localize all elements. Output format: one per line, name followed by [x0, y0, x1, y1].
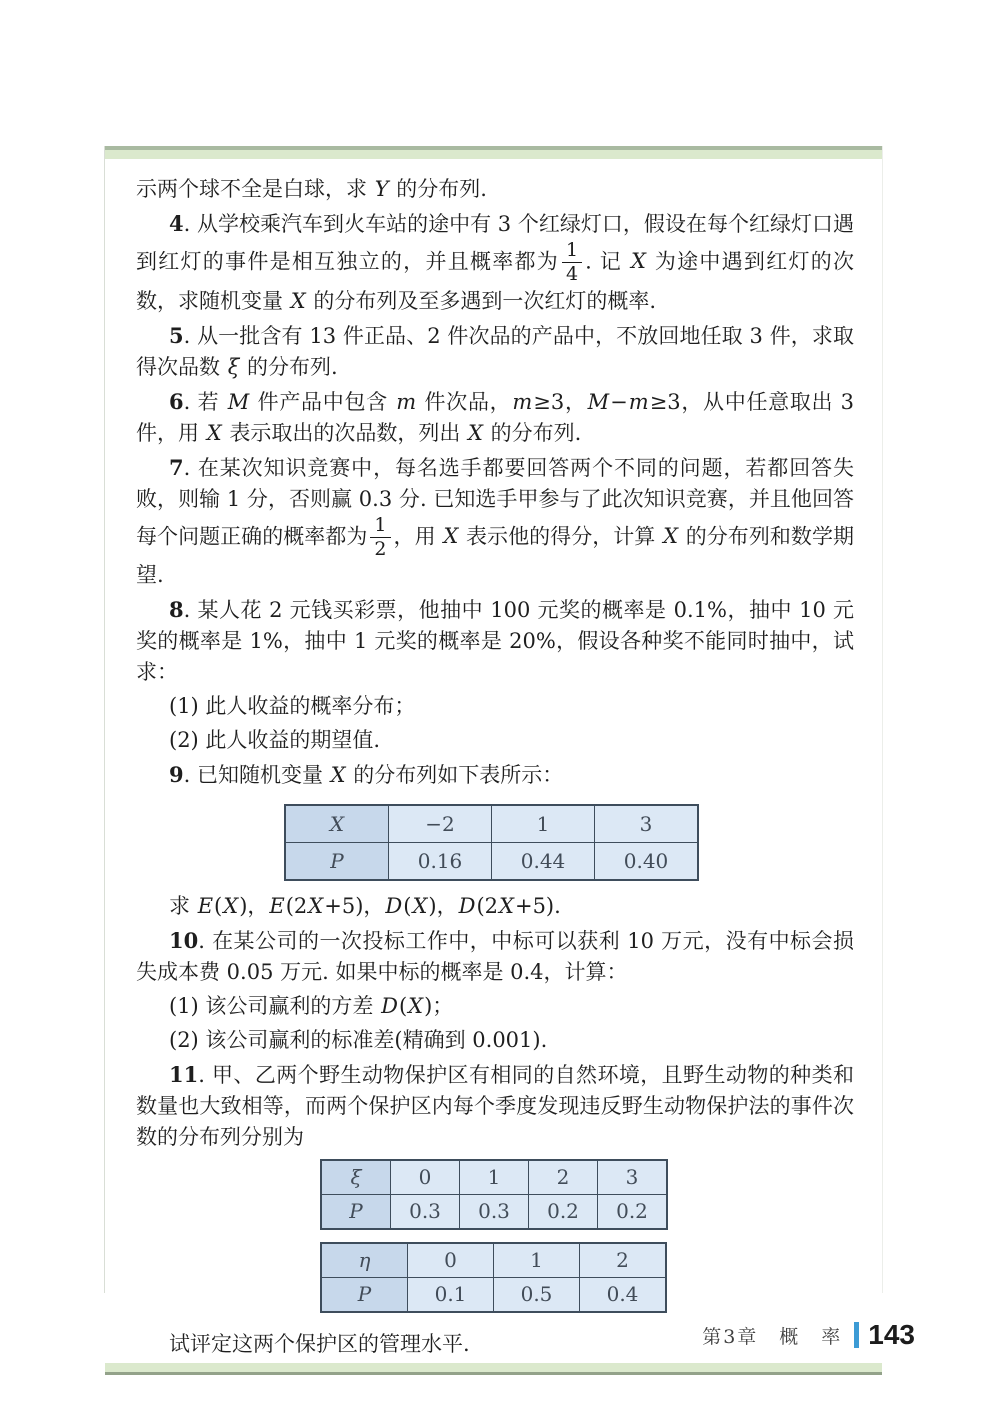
problem-number: 11 [169, 1062, 199, 1088]
value-cell: 0.4 [580, 1278, 667, 1313]
problem-8-item-2 [136, 725, 854, 756]
problem-number: 4 [169, 211, 184, 236]
math-variable: X [468, 420, 483, 445]
math-variable: X [206, 420, 222, 445]
text-run: . 若 [183, 389, 227, 414]
math-variable: m [628, 389, 649, 414]
text-run: 求 [169, 894, 197, 919]
text-run: . 某人花 2 元钱买彩票，他抽中 100 元奖的概率是 0.1%，抽中 10 元奖的概率是 1%，抽中 1 元奖的概率是 20%，假设各种奖不能同时抽中，试求： [136, 598, 854, 685]
math-variable: X [412, 894, 428, 919]
math-variable: X [290, 288, 306, 313]
text-run: (2) 此人收益的期望值. [169, 728, 381, 753]
text-run: 的分布列如下表所示： [346, 763, 564, 788]
fraction-denominator: 2 [374, 537, 387, 560]
fraction-numerator: 1 [562, 240, 582, 263]
top-green-divider [105, 146, 882, 159]
problem-number: 9 [169, 762, 184, 788]
text-run: )， [428, 894, 458, 919]
value-cell: 0.44 [492, 843, 595, 881]
problem-number: 6 [169, 388, 184, 414]
fraction-denominator: 4 [566, 263, 579, 286]
table-row [321, 1243, 666, 1278]
value-cell: 2 [529, 1160, 598, 1195]
problem-4 [136, 208, 854, 317]
math-variable: E [269, 894, 285, 919]
problem-5 [136, 320, 854, 383]
text-run: 的分布列及至多遇到一次红灯的概率. [306, 288, 656, 313]
text-run: )； [424, 994, 454, 1019]
table-row [321, 1195, 667, 1230]
text-run: . 记 [585, 249, 630, 274]
problem-10-item-1 [136, 991, 854, 1022]
text-run: )， [239, 894, 269, 919]
row-header-cell: X [285, 805, 389, 843]
row-header-cell: P [285, 843, 389, 881]
text-run: +5). [514, 894, 561, 919]
text-run: ( [214, 894, 223, 919]
value-cell: 0 [391, 1160, 460, 1195]
text-run: (1) 此人收益的概率分布； [169, 694, 416, 719]
text-run: 的分布列. [389, 177, 487, 201]
math-variable: D [385, 894, 403, 919]
math-variable: D [381, 994, 398, 1019]
row-header-cell: ξ [321, 1160, 391, 1195]
math-variable: X [443, 523, 459, 548]
value-cell: 1 [494, 1243, 580, 1278]
value-cell: 0.2 [529, 1195, 598, 1230]
math-variable: ξ [227, 354, 240, 379]
fraction-numerator: 1 [370, 515, 390, 538]
problem-number: 5 [169, 322, 184, 348]
text-run: 的分布列和数学期望. [136, 523, 854, 588]
math-variable: X [499, 894, 514, 919]
value-cell: 0.2 [598, 1195, 668, 1230]
problem-9 [136, 759, 854, 791]
paragraph-continuation [136, 174, 854, 205]
problem-10-item-2 [136, 1025, 854, 1056]
problem-6 [136, 386, 854, 449]
distribution-table-x [284, 804, 699, 881]
text-run: . 已知随机变量 [183, 763, 330, 788]
text-run: 件产品中包含 [250, 389, 396, 414]
table-row [321, 1160, 667, 1195]
value-cell: 3 [598, 1160, 668, 1195]
problem-number: 8 [169, 597, 184, 623]
text-run: . 从一批含有 13 件正品、2 件次品的产品中，不放回地任取 3 件，求取得次品数 [136, 323, 854, 379]
page-number: 143 [868, 1319, 915, 1350]
text-run: − [610, 389, 628, 414]
math-variable: X [308, 894, 324, 919]
value-cell: 2 [580, 1243, 667, 1278]
math-variable: E [197, 894, 214, 919]
math-variable: M [587, 389, 610, 414]
value-cell: 0.1 [408, 1278, 494, 1313]
text-run: 示两个球不全是白球，求 [136, 177, 374, 201]
problem-9-question [136, 891, 854, 922]
fraction [370, 515, 390, 561]
text-run: . 从学校乘汽车到火车站的途中有 3 个红绿灯口，假设在每个红绿灯口遇到红灯的事件是相互独立的，并且概率都为 [136, 212, 854, 274]
problem-7 [136, 452, 854, 592]
math-variable: X [408, 994, 424, 1019]
math-variable: m [396, 389, 417, 414]
fraction [562, 240, 582, 286]
text-run: ，用 [393, 523, 443, 548]
row-header-cell: η [321, 1243, 408, 1278]
value-cell: 3 [595, 805, 699, 843]
math-variable: X [630, 249, 646, 274]
text-run: (2) 该公司赢利的标准差(精确到 0.001). [169, 1028, 548, 1053]
problem-10 [136, 925, 854, 988]
chapter-title: 第3章 概 率 [702, 1325, 843, 1348]
value-cell: 1 [492, 805, 595, 843]
value-cell: 0.3 [460, 1195, 529, 1230]
text-run: . 甲、乙两个野生动物保护区有相同的自然环境，且野生动物的种类和数量也大致相等，而两个保护区内每个季度发现违反野生动物保护法的事件次数的分布列分别为 [136, 1063, 854, 1150]
math-variable: X [223, 894, 239, 919]
math-variable: M [227, 389, 250, 414]
problem-number: 7 [169, 454, 184, 480]
problem-number: 10 [169, 928, 199, 954]
text-run: 的分布列. [240, 354, 338, 379]
value-cell: 0.3 [391, 1195, 460, 1230]
row-header-cell: P [321, 1278, 408, 1313]
text-run: ≥3，从中任意取出 3 件，用 [136, 389, 854, 445]
table-row [285, 843, 698, 881]
text-run: (2 [285, 894, 308, 919]
text-run: ( [403, 894, 412, 919]
problem-8-item-1 [136, 691, 854, 722]
table-row [285, 805, 698, 843]
table-row [321, 1278, 666, 1313]
text-run: +5)， [324, 894, 385, 919]
math-variable: X [663, 523, 679, 548]
value-cell: 1 [460, 1160, 529, 1195]
text-run: ( [398, 994, 408, 1019]
bottom-green-divider [105, 1363, 882, 1375]
value-cell: 0 [408, 1243, 494, 1278]
text-run: (2 [476, 894, 499, 919]
row-header-cell: P [321, 1195, 391, 1230]
text-run: . 在某公司的一次投标工作中，中标可以获利 10 万元，没有中标会损失成本费 0.05 万元. 如果中标的概率是 0.4，计算： [136, 929, 854, 985]
problem-8 [136, 594, 854, 688]
math-variable: X [330, 763, 346, 788]
text-run: 表示取出的次品数，列出 [222, 420, 467, 445]
text-run: 的分布列. [483, 420, 582, 445]
footer-accent-bar [854, 1322, 859, 1348]
value-cell: 0.40 [595, 843, 699, 881]
distribution-table-xi [320, 1159, 668, 1230]
text-run: . 在某次知识竞赛中，每名选手都要回答两个不同的问题，若都回答失败，则输 1 分，否则赢 0.3 分. 已知选手甲参与了此次知识竞赛，并且他回答每个问题正确的概率都为 [136, 455, 854, 548]
text-run: 表示他的得分，计算 [459, 523, 663, 548]
math-variable: m [512, 389, 533, 414]
value-cell: −2 [389, 805, 492, 843]
page-footer [702, 1318, 915, 1352]
value-cell: 0.5 [494, 1278, 580, 1313]
text-run: (1) 该公司赢利的方差 [169, 994, 381, 1019]
problem-11 [136, 1059, 854, 1153]
value-cell: 0.16 [389, 843, 492, 881]
text-run: 试评定这两个保护区的管理水平. [169, 1332, 470, 1357]
text-run: ≥3， [533, 389, 587, 414]
math-variable: Y [374, 177, 389, 201]
text-run: 件次品， [417, 389, 512, 414]
distribution-table-eta [320, 1242, 667, 1313]
exercise-text-flow [105, 159, 882, 1363]
text-run: 为途中遇到红灯的次数，求随机变量 [136, 249, 854, 313]
math-variable: D [458, 894, 476, 919]
